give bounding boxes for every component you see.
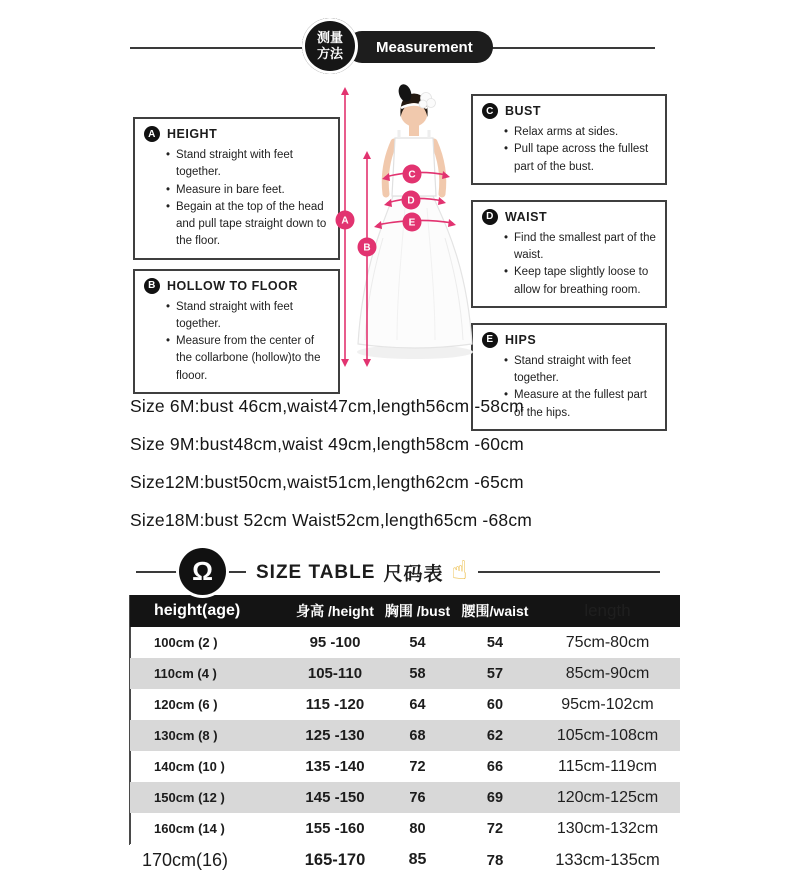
table-cell: 135 -140	[305, 758, 365, 775]
table-cell: 60	[486, 696, 504, 713]
guide-bullet: • Stand straight with feet together.	[166, 147, 332, 182]
guide-letter-badge: E	[482, 332, 498, 348]
table-cell: 155 -160	[305, 820, 365, 837]
table-cell: 130cm (8 )	[154, 728, 218, 743]
marker-a: A	[341, 215, 349, 227]
column-header: 身高 /height	[296, 603, 374, 619]
table-cell: 85cm-90cm	[565, 664, 650, 682]
table-cell: 54	[409, 634, 426, 651]
table-cell: 80	[409, 820, 426, 837]
guide-bullet: • Measure at the fullest part of the hips.	[504, 387, 659, 422]
column-header: 腰围/waist	[461, 603, 529, 619]
table-cell: 140cm (10 )	[154, 759, 225, 774]
badge-cn-line2: 方法	[316, 46, 343, 61]
measurement-header-pill	[346, 31, 493, 63]
guide-title-label: HOLLOW TO FLOOR	[167, 278, 298, 293]
table-cell: 54	[486, 634, 504, 651]
table-cell: 75cm-80cm	[565, 633, 650, 651]
model-figure	[335, 78, 485, 370]
table-cell: 66	[486, 758, 504, 775]
dress-figure-illustration	[335, 78, 485, 370]
size-note-line: Size12M:bust50cm,waist51cm,length62cm -65cm	[130, 472, 524, 492]
guide-title-label: WAIST	[505, 209, 548, 224]
column-header: height(age)	[154, 602, 241, 619]
table-cell: 105cm-108cm	[556, 726, 659, 744]
table-cell: 165-170	[304, 850, 366, 869]
size-note-line: Size 6M:bust 46cm,waist47cm,length56cm -58cm	[130, 396, 524, 416]
table-cell: 57	[486, 665, 504, 682]
table-cell: 145 -150	[305, 789, 365, 806]
table-row	[130, 720, 680, 751]
table-cell: 133cm-135cm	[555, 850, 660, 869]
guide-title	[144, 126, 332, 142]
guide-title-label: HIPS	[505, 332, 537, 347]
guide-bullet: • Stand straight with feet together.	[504, 353, 659, 388]
marker-e: E	[408, 217, 416, 229]
table-header-row	[130, 595, 680, 627]
table-cell: 78	[486, 851, 504, 869]
table-cell: 125 -130	[305, 727, 365, 744]
marker-c: C	[408, 169, 416, 181]
size-table-title-en: SIZE TABLE	[256, 561, 376, 583]
tape-measure-glyph: Ω	[192, 556, 213, 586]
table-row	[130, 844, 680, 876]
size-table	[130, 595, 680, 876]
column-header: 胸围 /bust	[384, 603, 451, 619]
table-cell: 68	[409, 727, 426, 744]
size-note-line: Size 9M:bust48cm,waist 49cm,length58cm -60cm	[130, 434, 524, 454]
table-cell: 62	[486, 727, 504, 744]
measurement-badge	[302, 18, 358, 74]
table-row	[130, 627, 680, 658]
table-row	[130, 813, 680, 844]
guide-letter-badge: A	[144, 126, 160, 142]
table-cell: 76	[409, 789, 426, 806]
table-cell: 115 -120	[305, 696, 365, 713]
table-cell: 120cm (6 )	[154, 697, 218, 712]
table-cell: 160cm (14 )	[154, 821, 225, 836]
table-cell: 58	[409, 665, 426, 682]
badge-cn-line1: 测量	[316, 30, 343, 46]
guide-bullet-list	[166, 147, 332, 251]
marker-d: D	[407, 195, 415, 207]
table-cell: 72	[486, 820, 504, 837]
guide-box-waist	[471, 200, 667, 308]
hand-icon: ☝	[451, 555, 469, 585]
table-cell: 95cm-102cm	[561, 695, 654, 713]
table-cell: 130cm-132cm	[556, 819, 659, 837]
guide-title	[482, 209, 659, 225]
table-row	[130, 689, 680, 720]
column-header: length	[584, 601, 631, 620]
table-row	[130, 658, 680, 689]
guide-title	[482, 103, 659, 119]
guide-bullet: • Measure from the center of the collarbone (hollow)to the flooor.	[166, 333, 332, 385]
size-note-line: Size18M:bust 52cm Waist52cm,length65cm -68cm	[130, 510, 533, 530]
guide-box-height	[133, 117, 340, 260]
guide-bullet: • Relax arms at sides.	[504, 124, 659, 141]
size-table-title	[246, 557, 478, 588]
table-cell: 120cm-125cm	[556, 788, 659, 806]
table-cell: 150cm (12 )	[154, 790, 225, 805]
guide-bullet: • Keep tape slightly loose to allow for breathing room.	[504, 264, 659, 299]
guide-box-hollow-to-floor	[133, 269, 340, 394]
table-cell: 100cm (2 )	[154, 635, 218, 650]
guide-title	[144, 278, 332, 294]
guide-bullet: • Pull tape across the fullest part of the bust.	[504, 141, 659, 176]
table-row	[130, 751, 680, 782]
tape-measure-icon	[179, 548, 226, 595]
table-cell: 95 -100	[309, 634, 361, 651]
marker-b: B	[363, 242, 371, 254]
guide-letter-badge: B	[144, 278, 160, 294]
guide-title	[482, 332, 659, 348]
guide-bullet: • Find the smallest part of the waist.	[504, 230, 659, 265]
guide-bullet: • Begain at the top of the head and pull tape straight down to the floor.	[166, 199, 332, 251]
table-cell: 69	[486, 789, 504, 806]
guide-box-bust	[471, 94, 667, 185]
measurement-header-label: Measurement	[376, 38, 473, 56]
guide-bullet: • Measure in bare feet.	[166, 182, 332, 199]
table-cell: 115cm-119cm	[558, 757, 657, 775]
table-cell: 72	[409, 758, 426, 775]
guide-bullet-list	[166, 299, 332, 385]
guide-letter-badge: D	[482, 209, 498, 225]
guide-letter-badge: C	[482, 103, 498, 119]
table-cell: 105-110	[307, 665, 363, 682]
table-row	[130, 782, 680, 813]
table-cell: 170cm(16)	[142, 849, 229, 870]
guide-column-left	[133, 117, 340, 403]
guide-title-label: BUST	[505, 104, 542, 118]
guide-bullet: • Stand straight with feet together.	[166, 299, 332, 334]
guide-title-label: HEIGHT	[167, 127, 218, 141]
table-cell: 110cm (4 )	[154, 666, 217, 681]
table-cell: 64	[409, 696, 426, 713]
size-notes	[130, 396, 580, 548]
guide-column-right	[471, 94, 667, 446]
guide-bullet-list	[504, 230, 659, 299]
guide-bullet-list	[504, 124, 659, 176]
size-table-title-cn: 尺码表	[383, 564, 444, 585]
table-cell: 85	[408, 851, 427, 868]
